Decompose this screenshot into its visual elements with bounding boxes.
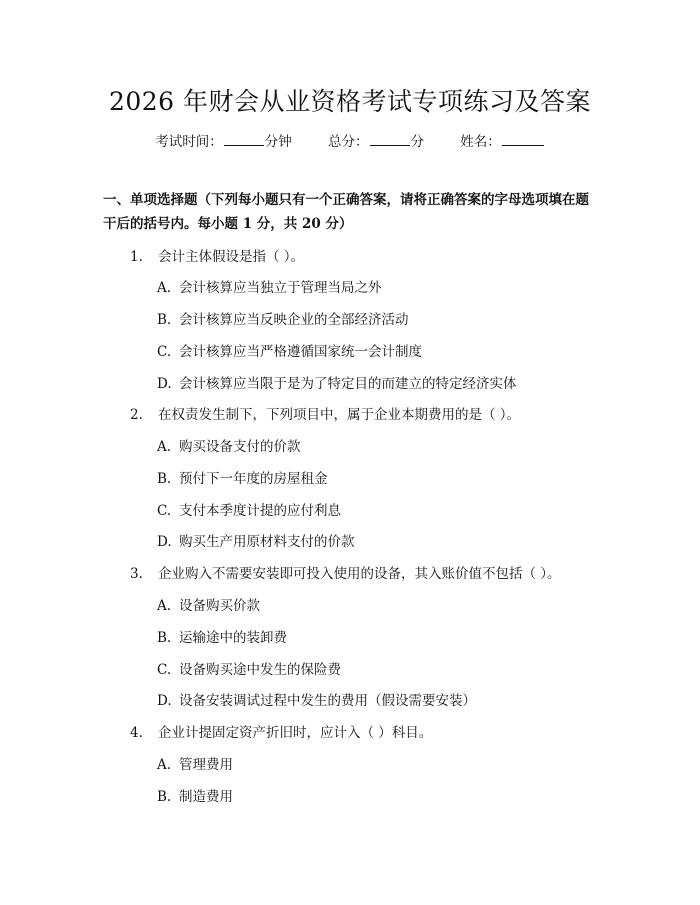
option-text: 预付下一年度的房屋租金 — [179, 471, 328, 487]
question-3 — [130, 562, 561, 582]
option-text: 会计核算应当限于是为了特定目的而建立的特定经济实体 — [179, 376, 517, 392]
total-score-label: 总分： — [328, 134, 369, 150]
option-3-b — [157, 626, 287, 646]
option-2-d — [157, 530, 355, 550]
option-text: 设备购买价款 — [179, 598, 260, 614]
page-title: 2026 年财会从业资格考试专项练习及答案 — [108, 87, 592, 116]
option-text: 运输途中的装卸费 — [179, 630, 287, 646]
option-text: 会计核算应当严格遵循国家统一会计制度 — [179, 344, 422, 360]
name-field — [460, 130, 545, 150]
exam-time-blank — [224, 133, 264, 146]
option-letter: D. — [157, 693, 172, 709]
option-1-a — [157, 276, 382, 296]
option-letter: B. — [157, 789, 172, 805]
option-2-c — [157, 499, 341, 519]
option-text: 制造费用 — [179, 789, 233, 805]
exam-time-label: 考试时间： — [155, 134, 223, 150]
option-3-c — [157, 658, 341, 678]
total-score-unit: 分 — [410, 134, 424, 150]
question-1 — [130, 245, 304, 265]
option-letter: C. — [157, 503, 172, 519]
option-text: 会计核算应当独立于管理当局之外 — [179, 280, 382, 296]
option-4-a — [157, 753, 233, 773]
option-1-b — [157, 308, 409, 328]
question-4 — [130, 721, 432, 741]
question-2 — [130, 403, 520, 423]
section-heading: 一、单项选择题（下列每小题只有一个正确答案，请将正确答案的字母选项填在题干后的括号内。每小题 1 分，共 20 分） — [103, 192, 589, 232]
exam-time-unit: 分钟 — [264, 134, 292, 150]
question-text: 在权责发生制下，下列项目中，属于企业本期费用的是（ ）。 — [158, 407, 521, 423]
option-2-b — [157, 467, 328, 487]
exam-time-field — [155, 130, 292, 150]
question-number: 2. — [130, 407, 143, 423]
question-number: 3. — [130, 566, 143, 582]
question-number: 1. — [130, 249, 143, 265]
option-letter: B. — [157, 471, 172, 487]
option-letter: D. — [157, 534, 172, 550]
option-1-c — [157, 340, 422, 360]
total-score-field — [328, 130, 424, 150]
option-letter: A. — [157, 598, 172, 614]
option-text: 管理费用 — [179, 757, 233, 773]
exam-info-line — [0, 130, 700, 150]
name-blank — [502, 133, 544, 146]
question-text: 企业计提固定资产折旧时，应计入（ ）科目。 — [158, 725, 433, 741]
option-text: 支付本季度计提的应付利息 — [179, 503, 341, 519]
option-letter: A. — [157, 757, 172, 773]
option-letter: D. — [157, 376, 172, 392]
question-text: 会计主体假设是指（ ）。 — [158, 249, 305, 265]
option-letter: B. — [157, 630, 172, 646]
option-1-d — [157, 372, 517, 392]
option-letter: C. — [157, 344, 172, 360]
option-text: 会计核算应当反映企业的全部经济活动 — [179, 312, 409, 328]
option-letter: A. — [157, 280, 172, 296]
option-text: 设备安装调试过程中发生的费用（假设需要安装） — [179, 693, 476, 709]
option-2-a — [157, 435, 301, 455]
name-label: 姓名： — [460, 134, 501, 150]
option-text: 设备购买途中发生的保险费 — [179, 662, 341, 678]
option-text: 购买设备支付的价款 — [179, 439, 301, 455]
option-3-d — [157, 689, 476, 709]
option-3-a — [157, 594, 260, 614]
option-letter: B. — [157, 312, 172, 328]
option-letter: C. — [157, 662, 172, 678]
option-letter: A. — [157, 439, 172, 455]
total-score-blank — [370, 133, 410, 146]
question-number: 4. — [130, 725, 143, 741]
question-text: 企业购入不需要安装即可投入使用的设备，其入账价值不包括（ ）。 — [158, 566, 561, 582]
option-text: 购买生产用原材料支付的价款 — [179, 534, 355, 550]
option-4-b — [157, 785, 233, 805]
